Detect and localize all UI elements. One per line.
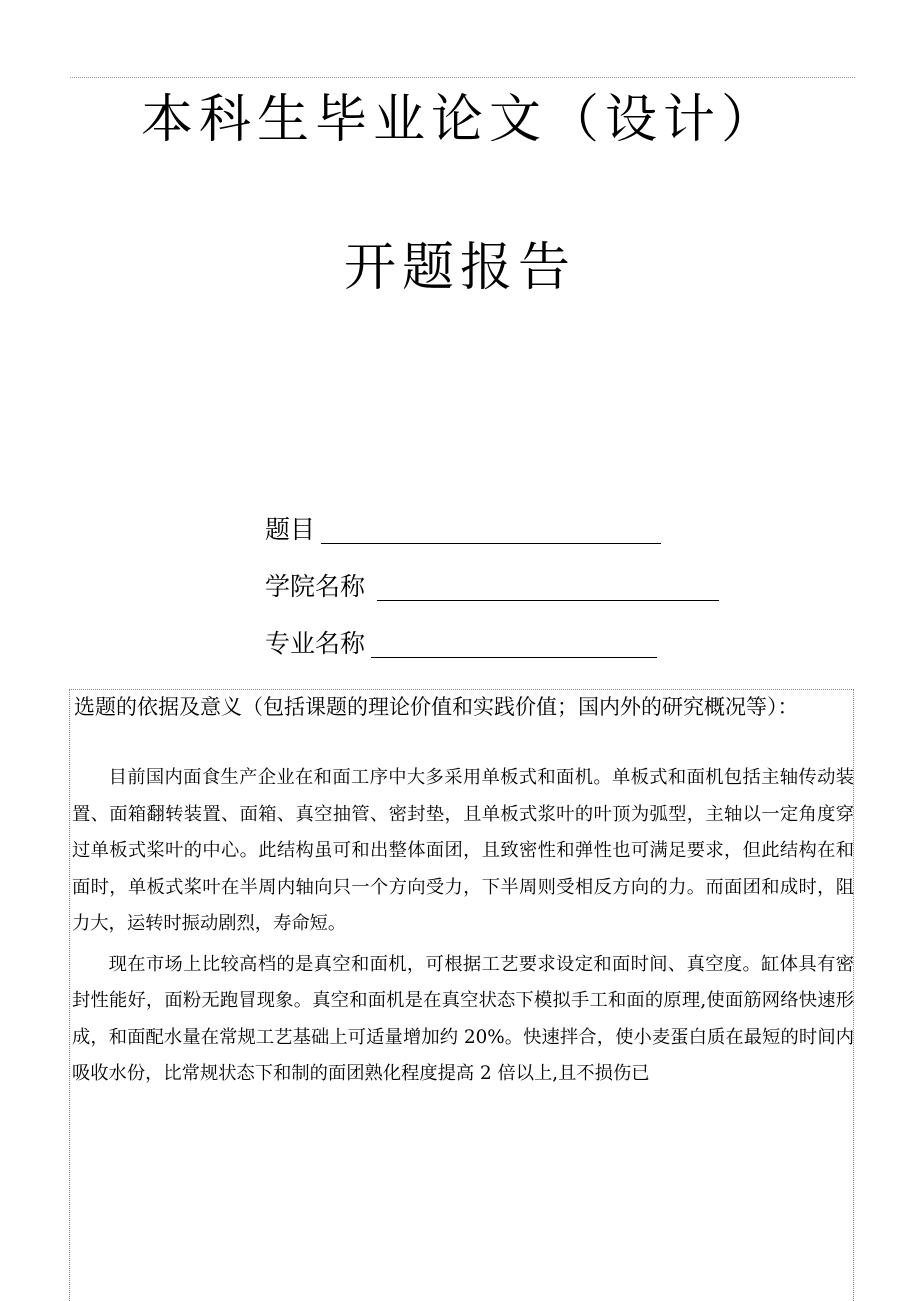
field-label-topic: 题目 <box>265 515 316 544</box>
top-divider <box>70 77 855 78</box>
body-paragraph: 目前国内面食生产企业在和面工序中大多采用单板式和面机。单板式和面机包括主轴传动装置、面箱翻转装置、面箱、真空抽管、密封垫，且单板式浆叶的叶顶为弧型，主轴以一定角度穿过单板式桨叶的中心。此结构虽可和出整体面团，且致密性和弹性也可满足要求，但此结构在和面时，单板式桨叶在半周内轴向只一个方向受力，下半周则受相反方向的力。而面团和成时，阻力大，运转时振动剧烈，寿命短。 <box>72 767 854 934</box>
field-blank-topic[interactable] <box>321 515 661 544</box>
field-label-major: 专业名称 <box>265 629 366 658</box>
body-paragraph: 现在市场上比较高档的是真空和面机，可根据工艺要求设定和面时间、真空度。缸体具有密封性能好，面粉无跑冒现象。真空和面机是在真空状态下模拟手工和面的原理,使面筋网络快速形成，和面配水量在常规工艺基础上可适量增加约 20%。快速拌合，使小麦蛋白质在最短的时间内吸收水份，比常规状态下和制的面团熟化程度提高 2 倍以上,且不损伤已 <box>72 953 854 1084</box>
cover-subtitle: 开题报告 <box>343 238 576 298</box>
section-heading: 选题的依据及意义（包括课题的理论价值和实践价值；国内外的研究概况等）： <box>74 695 799 719</box>
field-label-college: 学院名称 <box>265 572 366 601</box>
info-fields <box>265 493 719 664</box>
report-section-box <box>69 689 854 1301</box>
field-row-topic <box>265 493 719 550</box>
field-row-college <box>265 550 719 607</box>
field-blank-college[interactable] <box>377 572 719 601</box>
field-blank-major[interactable] <box>371 629 657 658</box>
section-body <box>72 760 854 1093</box>
field-row-major <box>265 607 719 664</box>
cover-title: 本科生毕业论文（设计） <box>140 90 779 150</box>
